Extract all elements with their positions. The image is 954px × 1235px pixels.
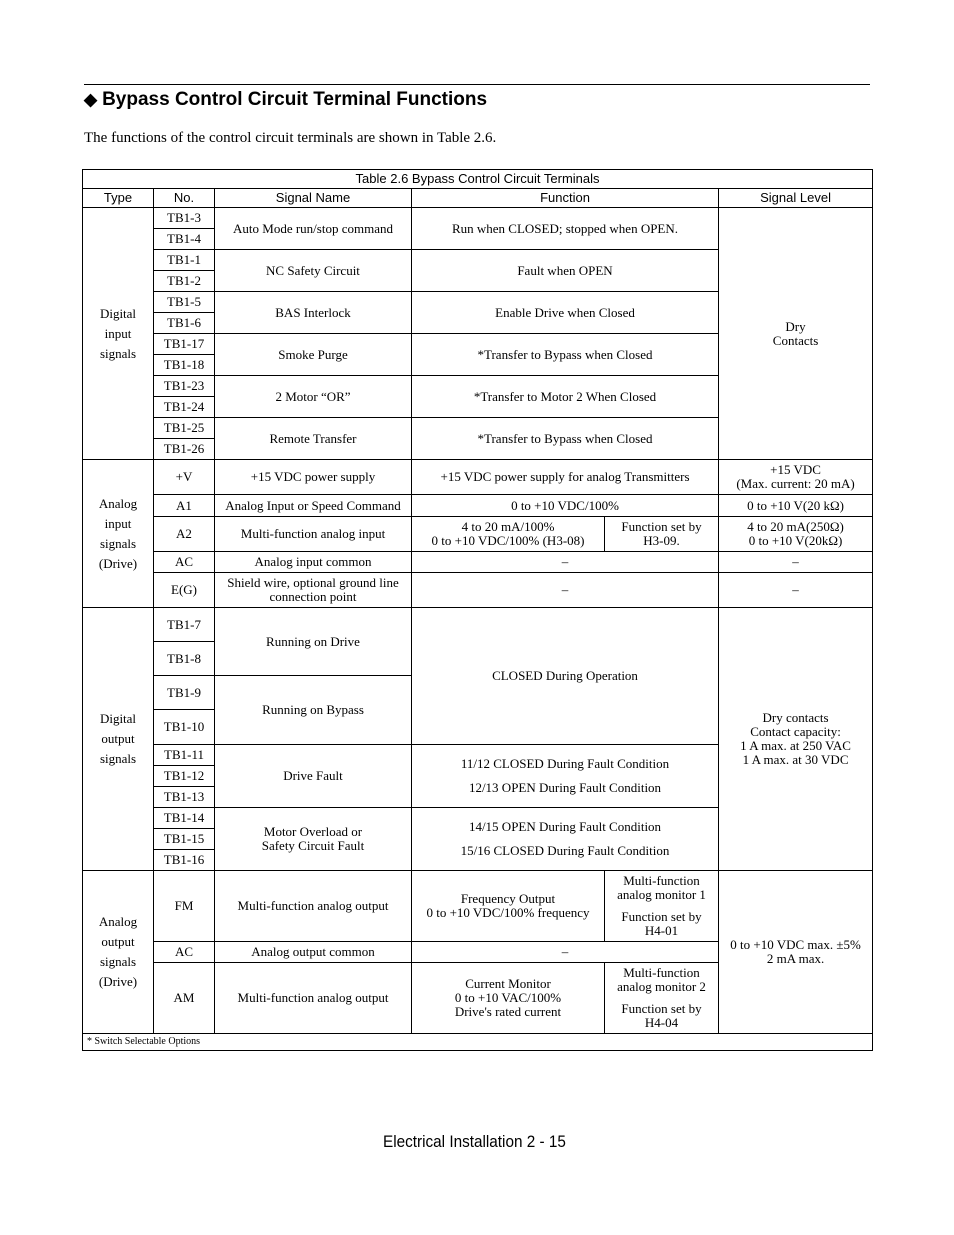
signal-name: Shield wire, optional ground line connection point xyxy=(215,573,412,608)
signal-name: Remote Transfer xyxy=(215,418,412,460)
terminal-no: TB1-8 xyxy=(154,642,215,676)
page-footer: Electrical Installation 2 - 15 xyxy=(383,1132,566,1151)
terminal-no: AM xyxy=(154,963,215,1034)
signal-name: 2 Motor “OR” xyxy=(215,376,412,418)
terminal-no: +V xyxy=(154,460,215,495)
function-cell xyxy=(412,745,719,808)
monitor-label: Multi-function analog monitor 1 xyxy=(617,873,706,902)
level-cell: – xyxy=(719,573,873,608)
signal-name: Running on Drive xyxy=(215,608,412,676)
terminal-no: TB1-2 xyxy=(154,271,215,292)
function-cell: *Transfer to Bypass when Closed xyxy=(412,418,719,460)
terminal-no: FM xyxy=(154,871,215,942)
signal-name: Auto Mode run/stop command xyxy=(215,208,412,250)
function-cell: 0 to +10 VDC/100% xyxy=(412,495,719,517)
signal-name: Analog Input or Speed Command xyxy=(215,495,412,517)
signal-name: +15 VDC power supply xyxy=(215,460,412,495)
function-cell: *Transfer to Motor 2 When Closed xyxy=(412,376,719,418)
signal-name: Smoke Purge xyxy=(215,334,412,376)
header-signal-name: Signal Name xyxy=(215,189,412,208)
table-footnote: * Switch Selectable Options xyxy=(83,1034,873,1051)
signal-name: Multi-function analog input xyxy=(215,517,412,552)
level-digital-input: Dry Contacts xyxy=(719,208,873,460)
terminal-no: TB1-11 xyxy=(154,745,215,766)
function-line: 15/16 CLOSED During Fault Condition xyxy=(460,843,670,858)
function-cell: – xyxy=(412,942,719,963)
terminal-no: TB1-4 xyxy=(154,229,215,250)
function-cell: CLOSED During Operation xyxy=(412,608,719,745)
function-setting-cell: Function set by H3-09. xyxy=(605,517,719,552)
function-line: 11/12 CLOSED During Fault Condition xyxy=(460,756,670,771)
terminal-no: AC xyxy=(154,942,215,963)
function-cell xyxy=(412,808,719,871)
function-cell: +15 VDC power supply for analog Transmitters xyxy=(412,460,719,495)
terminal-no: TB1-14 xyxy=(154,808,215,829)
top-rule xyxy=(84,84,870,85)
terminal-no: A1 xyxy=(154,495,215,517)
function-setting-cell xyxy=(605,963,719,1034)
type-analog-input: Analog input signals (Drive) xyxy=(83,460,154,608)
level-cell: 4 to 20 mA(250Ω) 0 to +10 V(20kΩ) xyxy=(719,517,873,552)
signal-name: Running on Bypass xyxy=(215,676,412,745)
function-setting-cell xyxy=(605,871,719,942)
terminal-no: E(G) xyxy=(154,573,215,608)
terminal-no: TB1-13 xyxy=(154,787,215,808)
function-cell: Current Monitor 0 to +10 VAC/100% Drive's rated current xyxy=(412,963,605,1034)
monitor-label: Multi-function analog monitor 2 xyxy=(617,965,706,994)
parameter-label: Function set by H4-04 xyxy=(621,1001,702,1030)
level-cell: 0 to +10 V(20 kΩ) xyxy=(719,495,873,517)
function-cell: *Transfer to Bypass when Closed xyxy=(412,334,719,376)
intro-text: The functions of the control circuit terminals are shown in Table 2.6. xyxy=(84,130,497,146)
terminal-no: TB1-23 xyxy=(154,376,215,397)
function-cell: Run when CLOSED; stopped when OPEN. xyxy=(412,208,719,250)
level-cell: – xyxy=(719,552,873,573)
terminal-no: TB1-25 xyxy=(154,418,215,439)
diamond-bullet-icon: ◆ xyxy=(84,90,98,109)
signal-name: Analog output common xyxy=(215,942,412,963)
level-analog-output: 0 to +10 VDC max. ±5% 2 mA max. xyxy=(719,871,873,1034)
function-cell: 4 to 20 mA/100% 0 to +10 VDC/100% (H3-08) xyxy=(412,517,605,552)
signal-name: Drive Fault xyxy=(215,745,412,808)
terminal-no: A2 xyxy=(154,517,215,552)
header-signal-level: Signal Level xyxy=(719,189,873,208)
function-line: 14/15 OPEN During Fault Condition xyxy=(468,819,662,834)
terminal-no: TB1-18 xyxy=(154,355,215,376)
signal-name: BAS Interlock xyxy=(215,292,412,334)
signal-name: Analog input common xyxy=(215,552,412,573)
terminal-no: TB1-5 xyxy=(154,292,215,313)
terminal-no: TB1-3 xyxy=(154,208,215,229)
signal-name: NC Safety Circuit xyxy=(215,250,412,292)
type-analog-output: Analog output signals (Drive) xyxy=(83,871,154,1034)
terminal-no: TB1-24 xyxy=(154,397,215,418)
terminal-no: TB1-1 xyxy=(154,250,215,271)
signal-name: Multi-function analog output xyxy=(215,871,412,942)
terminal-no: TB1-17 xyxy=(154,334,215,355)
terminal-no: TB1-7 xyxy=(154,608,215,642)
level-cell: +15 VDC (Max. current: 20 mA) xyxy=(719,460,873,495)
terminal-no: TB1-12 xyxy=(154,766,215,787)
function-line: 12/13 OPEN During Fault Condition xyxy=(468,780,662,795)
section-heading xyxy=(84,88,487,112)
header-type: Type xyxy=(83,189,154,208)
section-title: Bypass Control Circuit Terminal Functions xyxy=(102,89,488,110)
function-cell: – xyxy=(412,573,719,608)
terminal-no: TB1-15 xyxy=(154,829,215,850)
terminal-no: TB1-6 xyxy=(154,313,215,334)
type-digital-input: Digital input signals xyxy=(83,208,154,460)
level-digital-output: Dry contacts Contact capacity: 1 A max. at 250 VAC 1 A max. at 30 VDC xyxy=(719,608,873,871)
function-cell: – xyxy=(412,552,719,573)
terminal-no: AC xyxy=(154,552,215,573)
terminal-no: TB1-9 xyxy=(154,676,215,710)
terminal-table xyxy=(82,169,873,1051)
function-cell: Enable Drive when Closed xyxy=(412,292,719,334)
type-digital-output: Digital output signals xyxy=(83,608,154,871)
header-no: No. xyxy=(154,189,215,208)
header-function: Function xyxy=(412,189,719,208)
terminal-no: TB1-26 xyxy=(154,439,215,460)
signal-name: Motor Overload or Safety Circuit Fault xyxy=(215,808,412,871)
table-caption: Table 2.6 Bypass Control Circuit Terminals xyxy=(83,170,873,189)
signal-name: Multi-function analog output xyxy=(215,963,412,1034)
function-cell: Frequency Output 0 to +10 VDC/100% frequency xyxy=(412,871,605,942)
parameter-label: Function set by H4-01 xyxy=(621,909,702,938)
terminal-no: TB1-16 xyxy=(154,850,215,871)
function-cell: Fault when OPEN xyxy=(412,250,719,292)
terminal-no: TB1-10 xyxy=(154,710,215,745)
